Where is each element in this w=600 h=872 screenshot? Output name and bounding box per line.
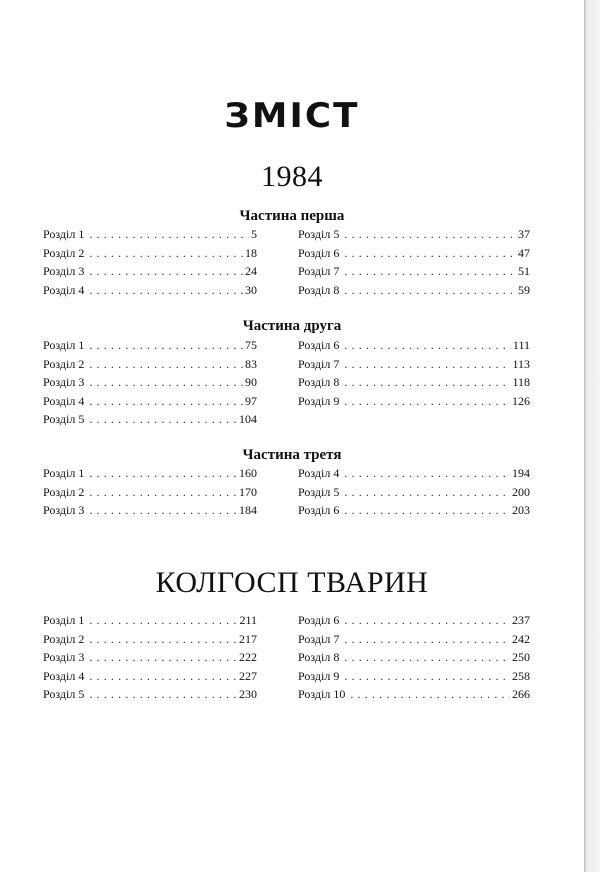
chapter-label: Розділ 1 [43, 227, 85, 241]
toc-entry[interactable] [43, 466, 257, 485]
toc-entry[interactable] [298, 227, 530, 246]
dot-leader [89, 687, 237, 702]
toc-column-right [298, 466, 530, 522]
toc-entry[interactable] [298, 669, 530, 688]
toc-entry[interactable] [298, 466, 530, 485]
toc-entry[interactable] [43, 650, 257, 669]
toc-column-left [43, 613, 257, 706]
toc-entry[interactable] [43, 485, 257, 504]
toc-entry[interactable] [298, 503, 530, 522]
dot-leader [89, 503, 237, 518]
chapter-label: Розділ 9 [298, 668, 340, 683]
page-number: 104 [239, 412, 257, 426]
toc-entry[interactable] [43, 246, 257, 265]
dot-leader [344, 485, 510, 500]
chapter-label: Розділ 3 [43, 375, 85, 389]
dot-leader [89, 246, 243, 261]
chapter-label: Розділ 4 [43, 668, 85, 683]
book-title-animal-farm: КОЛГОСП ТВАРИН [155, 566, 429, 599]
dot-leader [89, 466, 237, 481]
dot-leader [350, 687, 510, 702]
page-number: 203 [512, 503, 530, 517]
dot-leader [344, 264, 516, 279]
toc-column-left [43, 338, 257, 431]
page-number: 24 [245, 264, 257, 278]
dot-leader [89, 485, 237, 500]
page-number: 211 [239, 613, 257, 627]
dot-leader [344, 394, 510, 409]
dot-leader [344, 613, 510, 628]
toc-entry[interactable] [298, 357, 530, 376]
page-number: 118 [512, 375, 530, 389]
chapter-label: Розділ 5 [298, 484, 340, 499]
page-number: 5 [251, 227, 257, 241]
page-number: 242 [512, 631, 530, 646]
dot-leader [344, 283, 516, 298]
chapter-label: Розділ 10 [298, 687, 346, 701]
page-number: 113 [512, 356, 530, 371]
toc-entry[interactable] [43, 687, 257, 706]
chapter-label: Розділ 4 [43, 393, 85, 408]
toc-entry[interactable] [43, 632, 257, 651]
chapter-label: Розділ 6 [298, 613, 340, 627]
chapter-label: Розділ 1 [43, 613, 85, 627]
dot-leader [344, 632, 510, 647]
toc-entry[interactable] [43, 375, 257, 394]
toc-entry[interactable] [43, 264, 257, 283]
dot-leader [89, 394, 243, 409]
dot-leader [344, 227, 516, 242]
dot-leader [89, 632, 237, 647]
dot-leader [89, 338, 243, 353]
dot-leader [89, 613, 237, 628]
chapter-label: Розділ 1 [43, 466, 85, 480]
page-number: 47 [518, 245, 530, 260]
chapter-label: Розділ 8 [298, 282, 340, 297]
chapter-label: Розділ 5 [298, 227, 340, 241]
toc-entry[interactable] [298, 485, 530, 504]
toc-entry[interactable] [43, 394, 257, 413]
toc-entry[interactable] [298, 375, 530, 394]
page-number: 230 [239, 687, 257, 701]
dot-leader [344, 503, 510, 518]
page-number: 83 [245, 356, 257, 371]
chapter-label: Розділ 1 [43, 338, 85, 352]
page-number: 111 [512, 338, 530, 352]
page-number: 217 [239, 631, 257, 646]
page-number: 227 [239, 668, 257, 683]
page-number: 266 [512, 687, 530, 701]
chapter-label: Розділ 2 [43, 484, 85, 499]
chapter-label: Розділ 8 [298, 375, 340, 389]
page-number: 170 [239, 484, 257, 499]
chapter-label: Розділ 3 [43, 264, 85, 278]
dot-leader [344, 246, 516, 261]
page-title: ЗМІСТ [224, 96, 360, 136]
toc-entry[interactable] [43, 227, 257, 246]
toc-column-right [298, 338, 530, 412]
toc-entry[interactable] [43, 669, 257, 688]
toc-entry[interactable] [43, 503, 257, 522]
dot-leader [89, 669, 237, 684]
chapter-label: Розділ 6 [298, 245, 340, 260]
part-title-two: Частина друга [242, 318, 342, 334]
page-number: 75 [245, 338, 257, 352]
page-number: 200 [512, 484, 530, 499]
page-number: 258 [512, 668, 530, 683]
chapter-label: Розділ 7 [298, 264, 340, 278]
toc-entry[interactable] [43, 613, 257, 632]
page-number: 237 [512, 613, 530, 627]
toc-entry[interactable] [43, 338, 257, 357]
page-number: 250 [512, 650, 530, 664]
dot-leader [344, 357, 510, 372]
book-title-1984: 1984 [261, 160, 323, 193]
toc-entry[interactable] [298, 613, 530, 632]
chapter-label: Розділ 7 [298, 631, 340, 646]
part-title-one: Частина перша [239, 208, 345, 224]
toc-column-left [43, 227, 257, 301]
toc-entry[interactable] [43, 283, 257, 302]
chapter-label: Розділ 7 [298, 356, 340, 371]
dot-leader [344, 650, 510, 665]
dot-leader [89, 412, 237, 427]
chapter-label: Розділ 2 [43, 245, 85, 260]
toc-entry[interactable] [298, 650, 530, 669]
dot-leader [344, 466, 510, 481]
page-number: 222 [239, 650, 257, 664]
toc-entry[interactable] [298, 394, 530, 413]
toc-entry[interactable] [298, 264, 530, 283]
toc-entry[interactable] [43, 357, 257, 376]
toc-column-left [43, 466, 257, 522]
page-number: 126 [512, 393, 530, 408]
page-number: 18 [245, 245, 257, 260]
dot-leader [89, 357, 243, 372]
chapter-label: Розділ 4 [43, 282, 85, 297]
chapter-label: Розділ 3 [43, 650, 85, 664]
chapter-label: Розділ 8 [298, 650, 340, 664]
toc-entry[interactable] [298, 246, 530, 265]
chapter-label: Розділ 4 [298, 466, 340, 480]
dot-leader [344, 338, 511, 353]
chapter-label: Розділ 6 [298, 503, 340, 517]
dot-leader [89, 650, 237, 665]
toc-entry[interactable] [298, 632, 530, 651]
page-number: 90 [245, 375, 257, 389]
dot-leader [344, 375, 510, 390]
toc-entry[interactable] [43, 412, 257, 431]
dot-leader [344, 669, 510, 684]
toc-entry[interactable] [298, 338, 530, 357]
chapter-label: Розділ 2 [43, 631, 85, 646]
part-title-three: Частина третя [242, 447, 342, 463]
dot-leader [89, 227, 249, 242]
chapter-label: Розділ 5 [43, 412, 85, 426]
toc-column-right [298, 613, 530, 706]
page-number: 37 [518, 227, 530, 241]
chapter-label: Розділ 3 [43, 503, 85, 517]
page-number: 194 [512, 466, 530, 480]
dot-leader [89, 375, 243, 390]
dot-leader [89, 264, 243, 279]
toc-entry[interactable] [298, 687, 530, 706]
page-number: 59 [518, 282, 530, 297]
chapter-label: Розділ 9 [298, 393, 340, 408]
page-number: 30 [245, 282, 257, 297]
toc-entry[interactable] [298, 283, 530, 302]
chapter-label: Розділ 6 [298, 338, 340, 352]
chapter-label: Розділ 5 [43, 687, 85, 701]
page-number: 97 [245, 393, 257, 408]
page-edge [584, 0, 600, 872]
chapter-label: Розділ 2 [43, 356, 85, 371]
dot-leader [89, 283, 243, 298]
toc-column-right [298, 227, 530, 301]
page-number: 184 [239, 503, 257, 517]
page-number: 160 [239, 466, 257, 480]
page-number: 51 [518, 264, 530, 278]
